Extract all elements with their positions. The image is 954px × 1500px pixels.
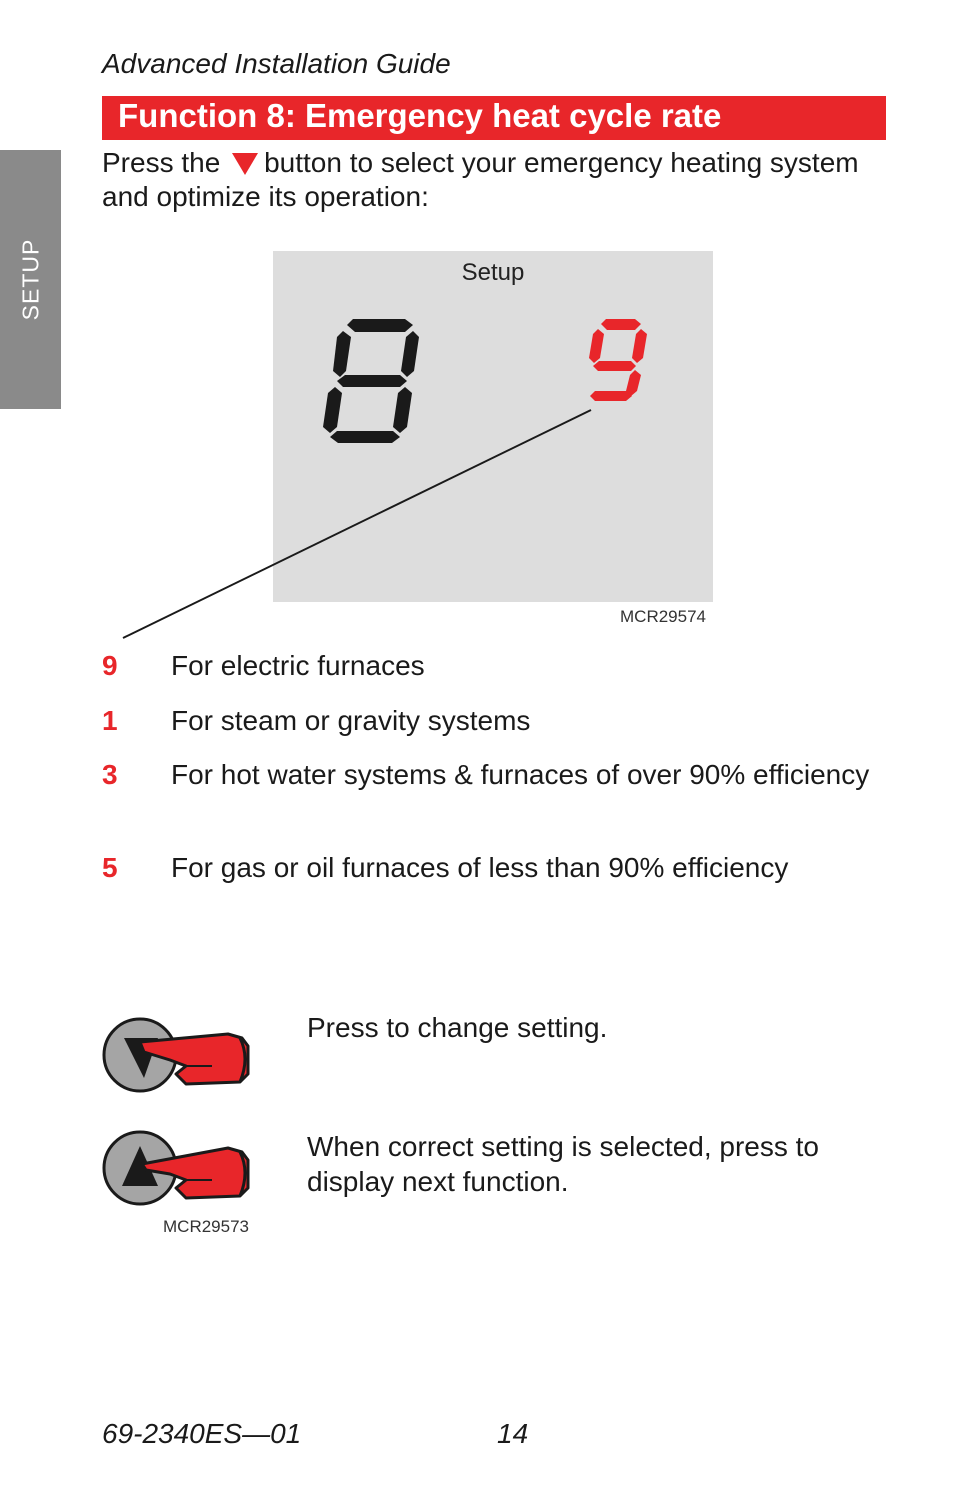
option-text: For gas or oil furnaces of less than 90% efficiency (171, 852, 789, 883)
option-value: 9 (102, 650, 118, 681)
intro-before: Press the (102, 147, 221, 178)
option-value: 3 (102, 759, 118, 790)
figure-code-buttons: MCR29573 (163, 1217, 249, 1236)
up-instruction: When correct setting is selected, press to display next function. (307, 1131, 819, 1197)
figure-code-display: MCR29574 (620, 607, 706, 626)
display-label: Setup (461, 259, 525, 286)
down-button-press-icon (100, 1012, 260, 1098)
option-text: For steam or gravity systems (171, 705, 531, 736)
side-tab-label: SETUP (17, 238, 43, 321)
guide-title: Advanced Installation Guide (102, 48, 451, 79)
up-button-press-icon (100, 1128, 260, 1214)
callout-line (0, 0, 954, 700)
option-value: 5 (102, 852, 118, 883)
section-title: Function 8: Emergency heat cycle rate (102, 96, 886, 140)
page-number: 14 (497, 1418, 529, 1449)
doc-number: 69-2340ES—01 (102, 1418, 302, 1449)
down-instruction: Press to change setting. (307, 1012, 608, 1043)
option-text: For electric furnaces (171, 650, 425, 681)
option-value: 1 (102, 705, 118, 736)
intro-after: button to select your emergency heating system and optimize its operation: (102, 147, 859, 212)
option-text: For hot water systems & furnaces of over 90% efficiency (171, 759, 870, 790)
